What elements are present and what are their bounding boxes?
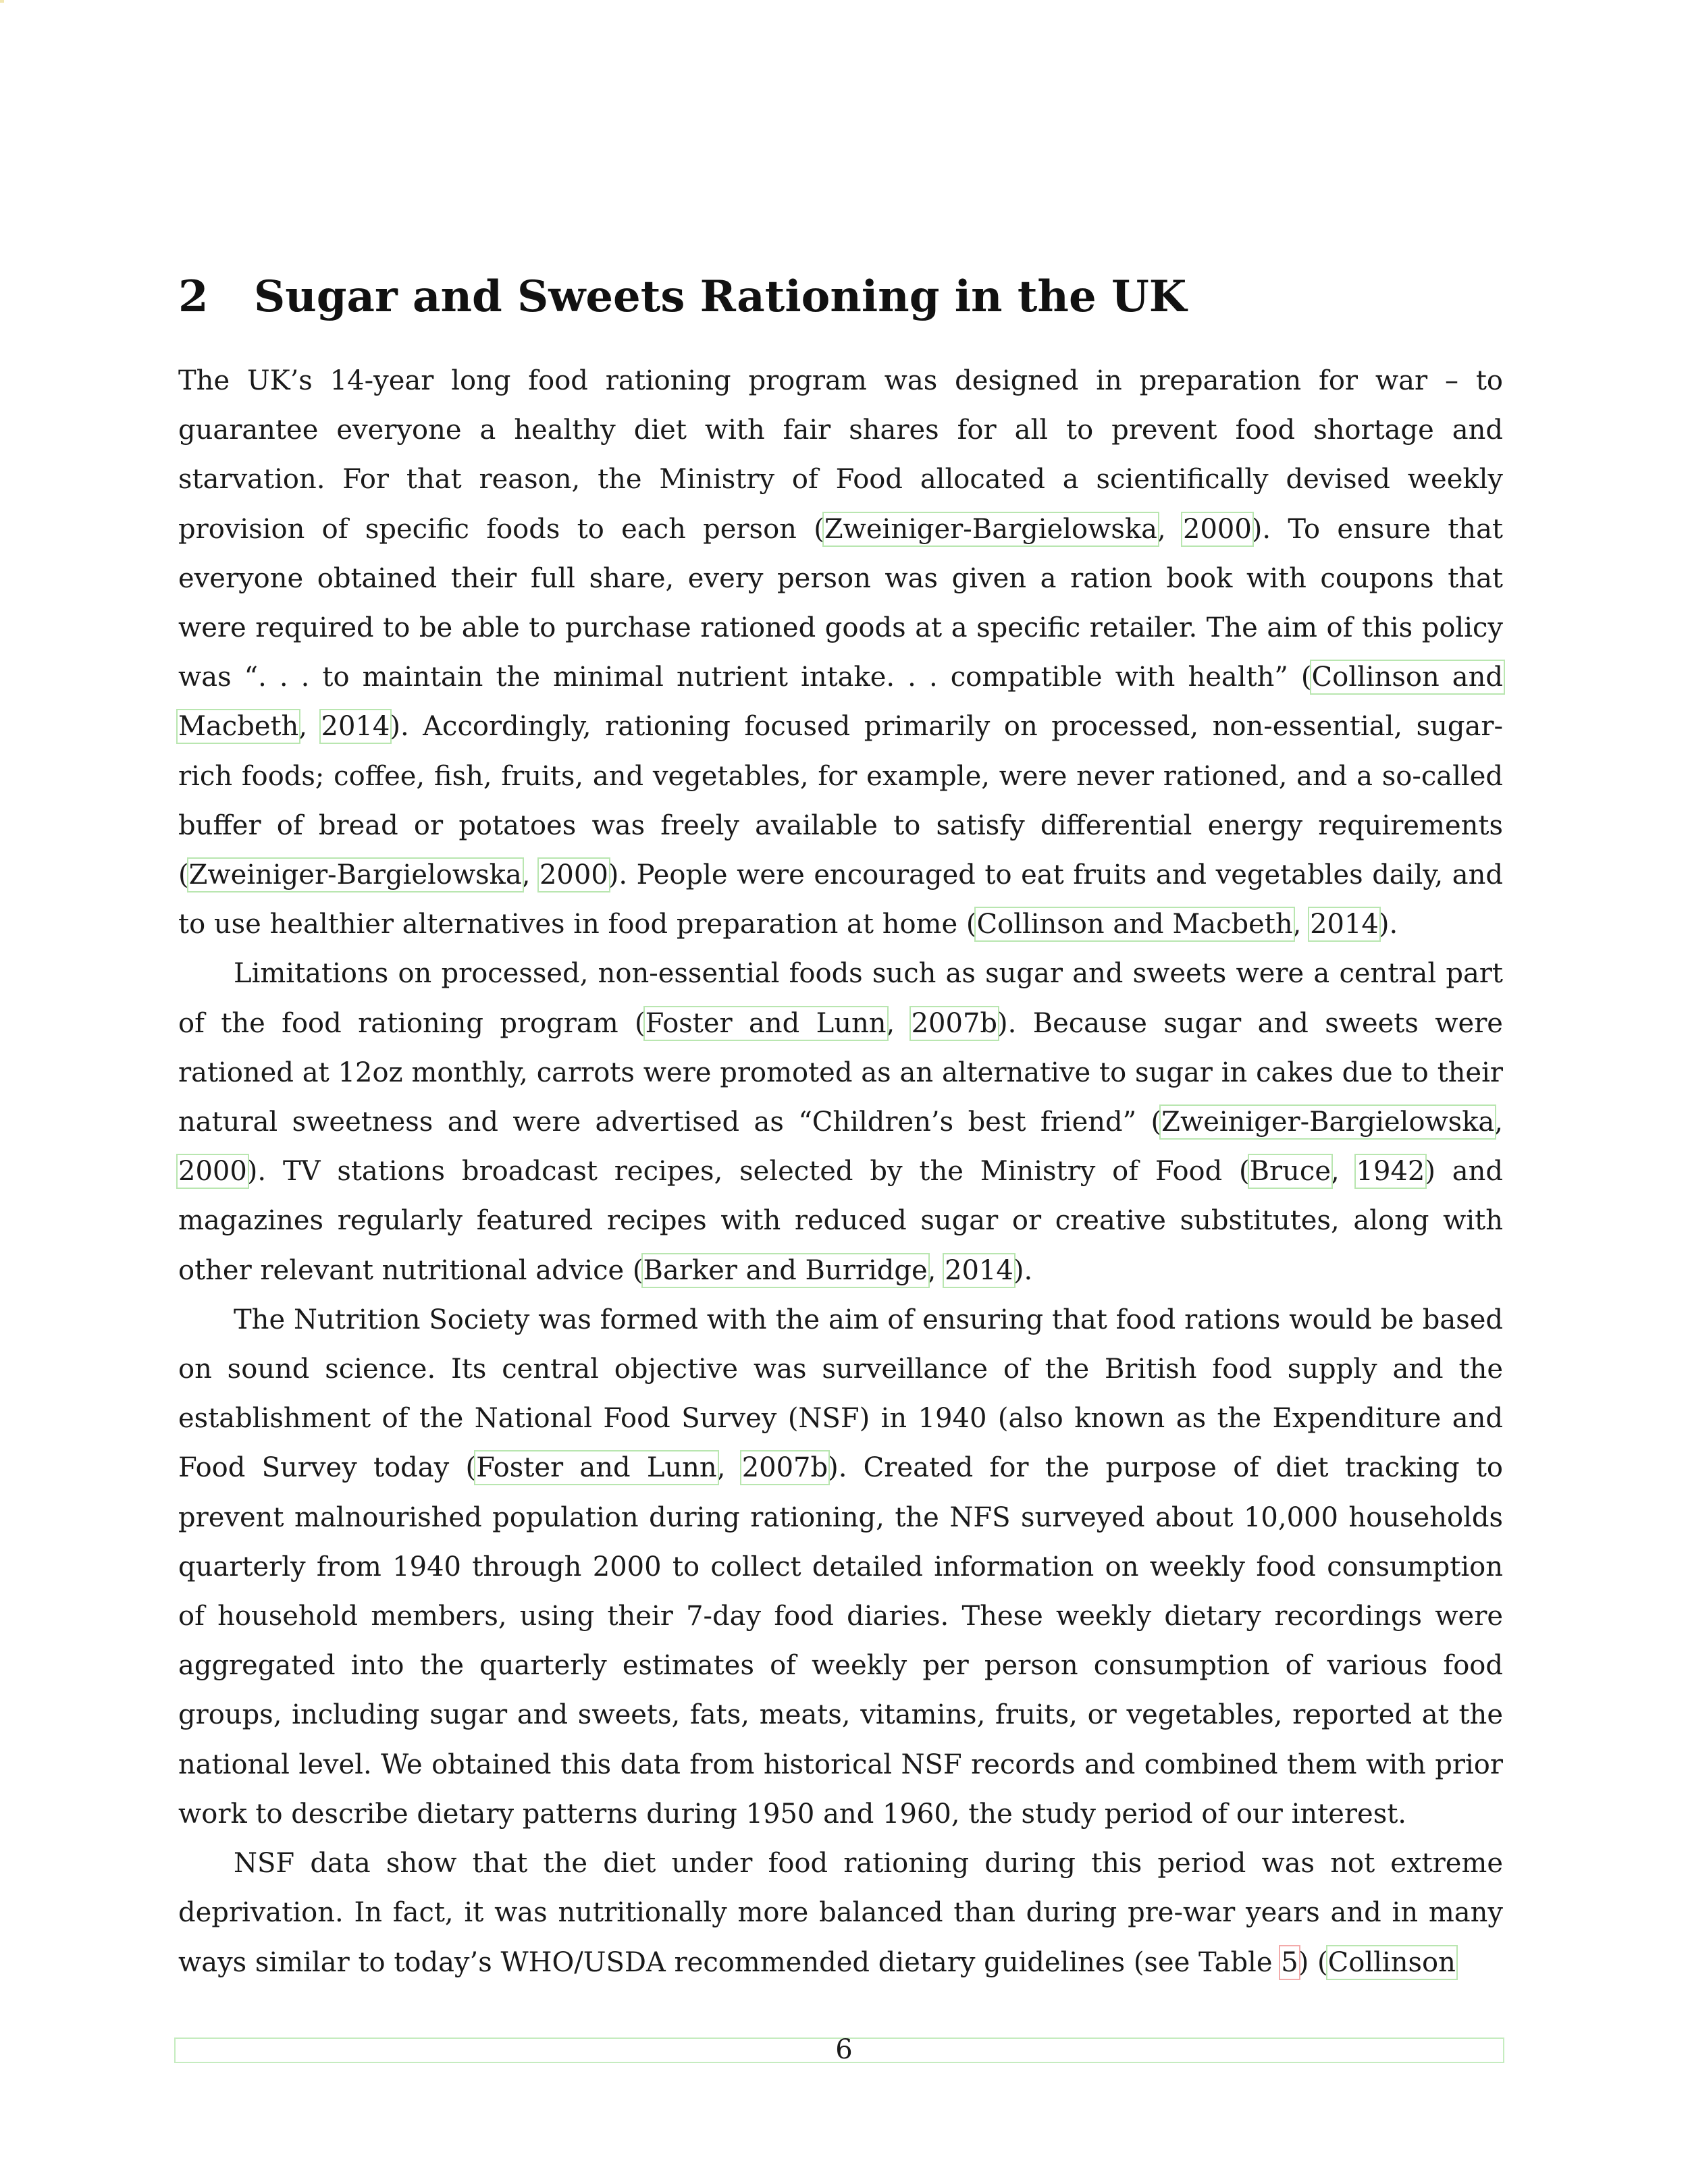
text-run: The Nutrition Society was formed with the aim of ensuring that food rations would be based on sound science. Its central objective was surveillance of the British food supply and the establishment of the National Food Survey (NSF) in 1940 (also known as the Expenditure and Food Survey today ( bbox=[178, 1304, 1503, 1484]
citation-link[interactable]: Collinson and Macbeth bbox=[178, 662, 1503, 743]
citation-link[interactable]: Barker and Burridge bbox=[643, 1254, 928, 1286]
citation-link[interactable]: 2000 bbox=[539, 859, 608, 891]
citation-link[interactable]: Zweiniger-Bargielowska bbox=[1161, 1107, 1495, 1138]
text-run: , bbox=[521, 859, 539, 891]
text-run: , bbox=[886, 1007, 912, 1039]
citation-link[interactable]: Foster and Lunn bbox=[645, 1007, 887, 1039]
text-run: , bbox=[1494, 1107, 1503, 1138]
text-run: , bbox=[1292, 909, 1311, 940]
paragraph bbox=[178, 356, 1503, 949]
text-run: , bbox=[298, 711, 321, 743]
citation-link[interactable]: 2014 bbox=[321, 711, 390, 743]
page-number: 6 bbox=[835, 2034, 853, 2065]
text-run: ). Accordingly, rationing focused primarily on processed, non-essential, sugar-rich foods; coffee, fish, fruits, and vegetables, for example, were never rationed, and a so-called buffer of bread or potatoes was freely available to satisfy differential energy requirements ( bbox=[178, 711, 1503, 891]
text-run: ). TV stations broadcast recipes, selected by the Ministry of Food ( bbox=[246, 1156, 1250, 1188]
corner-annotation-mark bbox=[0, 0, 4, 3]
paragraph bbox=[178, 1839, 1503, 1988]
paragraph bbox=[178, 1296, 1503, 1839]
citation-link[interactable]: Bruce bbox=[1249, 1156, 1331, 1188]
citation-link[interactable]: 2014 bbox=[945, 1254, 1013, 1286]
citation-link[interactable]: Foster and Lunn bbox=[476, 1452, 717, 1484]
citation-link[interactable]: 2007b bbox=[741, 1452, 828, 1484]
paragraph bbox=[178, 949, 1503, 1295]
citation-link[interactable]: 2000 bbox=[1183, 513, 1252, 545]
text-run: , bbox=[716, 1452, 742, 1484]
text-run: ). bbox=[1378, 909, 1398, 940]
text-run: ). Because sugar and sweets were rationed at 12oz monthly, carrots were promoted as an alternative to sugar in cakes due to their natural sweetness and were advertised as “Children’s best friend” ( bbox=[178, 1007, 1503, 1138]
section-body bbox=[178, 356, 1503, 1988]
citation-link[interactable]: 2000 bbox=[178, 1156, 247, 1188]
citation-link[interactable]: Zweiniger-Bargielowska bbox=[188, 859, 522, 891]
text-run: NSF data show that the diet under food rationing during this period was not extreme deprivation. In fact, it was nutritionally more balanced than during pre-war years and in many ways similar to today’s WHO/USDA recommended dietary guidelines (see Table bbox=[178, 1848, 1503, 1978]
table-reference-link[interactable]: 5 bbox=[1281, 1946, 1298, 1978]
citation-link[interactable]: 2007b bbox=[911, 1007, 997, 1039]
text-run: ) and magazines regularly featured recipes with reduced sugar or creative substitutes, along with other relevant nutritional advice ( bbox=[178, 1156, 1503, 1286]
section-title: Sugar and Sweets Rationing in the UK bbox=[254, 271, 1187, 322]
text-run: , bbox=[927, 1254, 945, 1286]
text-run: ). bbox=[1013, 1254, 1033, 1286]
text-run: ). To ensure that everyone obtained their full share, every person was given a ration book with coupons that were required to be able to purchase rationed goods at a specific retailer. The aim of this policy was “. . . to maintain the minimal nutrient intake. . . compatible with health” ( bbox=[178, 513, 1503, 693]
citation-link[interactable]: Collinson and Macbeth bbox=[976, 909, 1293, 940]
text-run: ). Created for the purpose of diet tracking to prevent malnourished population during rationing, the NFS surveyed about 10,000 households quarterly from 1940 through 2000 to collect detailed information on weekly food consumption of household members, using their 7-day food diaries. These weekly dietary recordings were aggregated into the quarterly estimates of weekly per person consumption of various food groups, including sugar and sweets, fats, meats, vitamins, fruits, or vegetables, reported at the national level. We obtained this data from historical NSF records and combined them with prior work to describe dietary patterns during 1950 and 1960, the study period of our interest. bbox=[178, 1452, 1503, 1830]
citation-link[interactable]: 2014 bbox=[1310, 909, 1379, 940]
text-run: , bbox=[1157, 513, 1183, 545]
citation-link[interactable]: Zweiniger-Bargielowska bbox=[824, 513, 1157, 545]
text-run: , bbox=[1331, 1156, 1356, 1188]
text-run: ) ( bbox=[1298, 1946, 1328, 1978]
section-number: 2 bbox=[178, 271, 209, 322]
section-heading bbox=[178, 267, 1186, 327]
text-run: ). People were encouraged to eat fruits and vegetables daily, and to use healthier alternatives in food preparation at home ( bbox=[178, 859, 1503, 940]
citation-link[interactable]: Collinson bbox=[1327, 1946, 1456, 1978]
citation-link[interactable]: 1942 bbox=[1356, 1156, 1425, 1188]
text-run: Limitations on processed, non-essential foods such as sugar and sweets were a central part of the food rationing program ( bbox=[178, 958, 1503, 1039]
text-run: The UK’s 14-year long food rationing program was designed in preparation for war – to guarantee everyone a healthy diet with fair shares for all to prevent food shortage and starvation. For that reason, the Ministry of Food allocated a scientifically devised weekly provision of specific foods to each person ( bbox=[178, 365, 1503, 545]
